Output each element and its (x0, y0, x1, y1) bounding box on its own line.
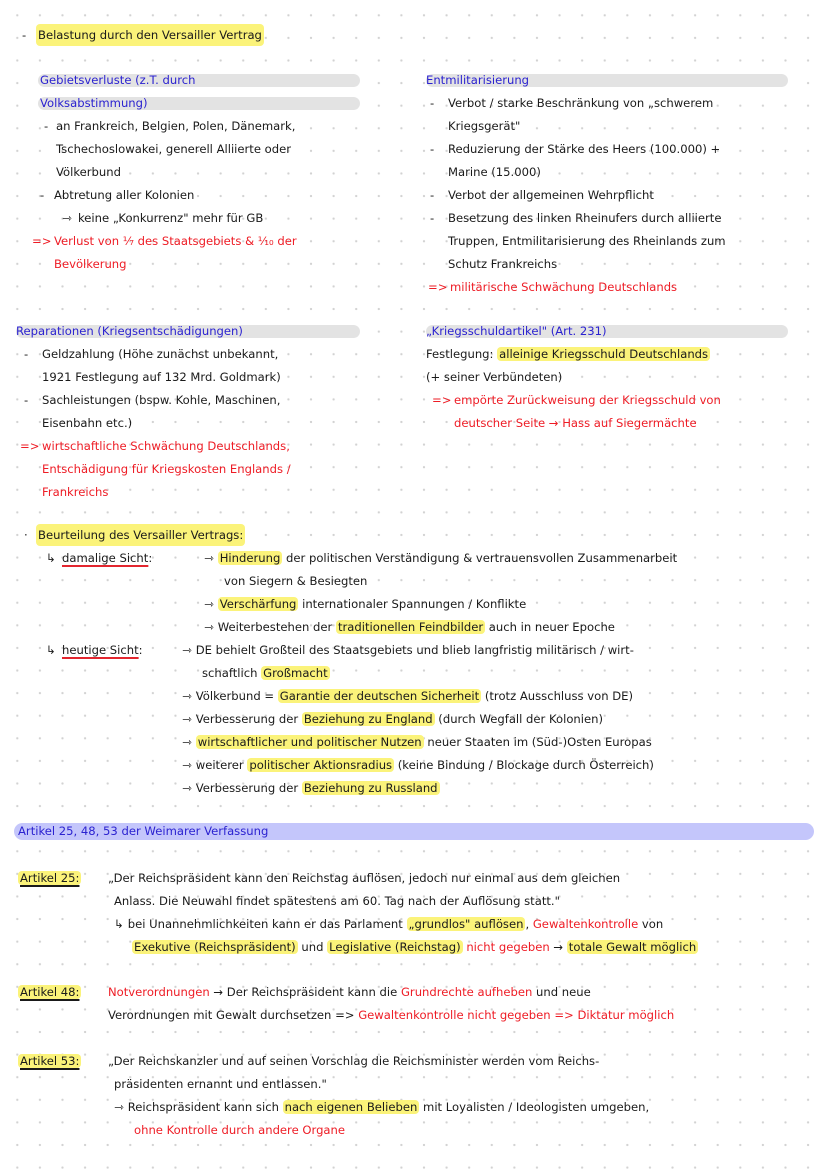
gebiet-conclusion-cont: Bevölkerung (54, 257, 127, 271)
heading-gebietsverluste-cont: Volksabstimmung) (40, 96, 148, 110)
note-text: und (297, 940, 328, 954)
double-arrow-icon: => (20, 439, 40, 453)
heutige-sicht-text: heutige Sicht (62, 643, 139, 657)
kriegsschuld-highlight: alleinige Kriegsschuld Deutschlands (499, 347, 709, 361)
bullet-dash: - (430, 211, 435, 225)
note-text: , (525, 917, 533, 931)
note-text: Reichspräsident kann sich (127, 1100, 283, 1114)
heutig-point (182, 708, 603, 730)
artikel-53-label (18, 1050, 81, 1072)
point-highlight: Garantie der deutschen Sicherheit (279, 689, 480, 703)
reparationen-item-line: Eisenbahn etc.) (42, 416, 133, 430)
entmil-item-line: Reduzierung der Stärke des Heers (100.000) + (448, 142, 721, 156)
point-highlight: Verschärfung (219, 597, 297, 611)
artikel-48-text-cont (108, 1004, 674, 1026)
kriegsschuld-conclusion: empörte Zurückweisung der Kriegsschuld von (454, 393, 721, 407)
kriegsschuld-label: Festlegung: (426, 347, 494, 361)
gebiet-item-line: Völkerbund (56, 165, 121, 179)
damalig-point (204, 593, 526, 615)
heutige-sicht-label: heutige Sicht: (62, 643, 143, 657)
note-red: Gewaltenkontrolle (532, 917, 639, 931)
arrow-icon: ⇾ (182, 781, 192, 795)
heutig-point (182, 639, 634, 661)
bullet-dash: - (430, 96, 435, 110)
double-arrow-icon: => (428, 280, 448, 294)
artikel-25-note-cont (132, 936, 698, 958)
bullet-dot: · (24, 528, 28, 542)
gebiet-item-line: an Frankreich, Belgien, Polen, Dänemark, (56, 119, 296, 133)
arrow-icon: ⇾ (182, 643, 192, 657)
note-highlight: „grundlos" auflösen (408, 917, 524, 931)
note-highlight: Legislative (Reichstag) (329, 940, 461, 954)
heutig-point (182, 777, 440, 799)
artikel-label: Artikel 53: (20, 1054, 80, 1068)
kriegsschuld-allies: (+ seiner Verbündeten) (426, 370, 563, 384)
arrow-icon: ⇾ (182, 758, 192, 772)
note-text: bei Unannehmlichkeiten kann er das Parlament (127, 917, 407, 931)
artikel-label: Artikel 48: (20, 985, 80, 999)
arrow-icon: ⇾ (114, 1100, 124, 1114)
reparationen-conclusion: Entschädigung für Kriegskosten Englands / (42, 462, 291, 476)
text: Verordnungen mit Gewalt durchsetzen => (108, 1008, 359, 1022)
artikel-53-quote: „Der Reichskanzler und auf seinen Vorschlag die Reichsminister werden vom Reichs- (108, 1054, 600, 1068)
artikel-48-text (108, 981, 591, 1003)
point-text: weiterer (195, 758, 248, 772)
heutig-point (182, 731, 652, 753)
heading-reparationen: Reparationen (Kriegsentschädigungen) (16, 324, 243, 338)
point-highlight: Großmacht (263, 666, 328, 680)
point-highlight: Hinderung (219, 551, 281, 565)
kriegsschuld-festlegung (426, 343, 710, 365)
arrow-icon: ⇾ (204, 551, 214, 565)
artikel-25-quote: „Der Reichspräsident kann den Reichstag auflösen, jedoch nur einmal aus dem gleichen (108, 871, 621, 885)
entmil-item-line: Kriegsgerät" (448, 119, 521, 133)
arrow-icon: ⇾ (182, 712, 192, 726)
bullet-dash: - (430, 142, 435, 156)
damalig-point (204, 616, 615, 638)
text: und neue (532, 985, 591, 999)
bullet-dash: - (24, 347, 29, 361)
entmil-item-line: Schutz Frankreichs (448, 257, 558, 271)
gebiet-sub-arrow-text: keine „Konkurrenz" mehr für GB (78, 211, 264, 225)
hook-arrow-icon: ↳ (46, 643, 56, 657)
red-text: Notverordnungen (108, 985, 210, 999)
reparationen-item-line: 1921 Festlegung auf 132 Mrd. Goldmark) (42, 370, 281, 384)
damalig-point-cont: von Siegern & Besiegten (224, 574, 368, 588)
kriegsschuld-conclusion-cont: deutscher Seite → Hass auf Siegermächte (454, 416, 697, 430)
bullet-dash: - (22, 28, 27, 42)
arrow-icon: ⇾ (62, 211, 72, 225)
entmil-item-line: Besetzung des linken Rheinufers durch alliierte (448, 211, 722, 225)
point-text: Verbesserung der (195, 781, 302, 795)
double-arrow-icon: => (32, 234, 52, 248)
artikel-53-note (114, 1096, 649, 1118)
entmil-item-line: Verbot / starke Beschränkung von „schwerem (448, 96, 714, 110)
bullet-dash: - (44, 119, 49, 133)
note-red: nicht gegeben (462, 940, 550, 954)
entmil-conclusion: militärische Schwächung Deutschlands (450, 280, 678, 294)
section-title-weimarer: Artikel 25, 48, 53 der Weimarer Verfassung (18, 824, 269, 838)
note-highlight: nach eigenen Belieben (284, 1100, 418, 1114)
red-text: Grundrechte aufheben (400, 985, 533, 999)
section-title-belastung: Belastung durch den Versailler Vertrag (36, 24, 264, 46)
note-highlight: totale Gewalt möglich (568, 940, 697, 954)
hook-arrow-icon: ↳ (114, 917, 124, 931)
reparationen-item-line: Sachleistungen (bspw. Kohle, Maschinen, (42, 393, 281, 407)
arrow-icon: ⇾ (204, 597, 214, 611)
note-text: von (638, 917, 664, 931)
point-text: internationaler Spannungen / Konflikte (298, 597, 527, 611)
reparationen-conclusion: wirtschaftliche Schwächung Deutschlands, (42, 439, 290, 453)
artikel-25-label (18, 867, 81, 889)
entmil-item-line: Truppen, Entmilitarisierung des Rheinlands zum (448, 234, 726, 248)
point-highlight: wirtschaftlicher und politischer Nutzen (197, 735, 422, 749)
gebiet-item-line: Abtretung aller Kolonien (54, 188, 195, 202)
note-highlight: Exekutive (Reichspräsident) (134, 940, 296, 954)
damalig-point (204, 547, 677, 569)
artikel-53-quote-cont: präsidenten ernannt und entlassen." (114, 1077, 327, 1091)
bullet-dash: - (40, 188, 45, 202)
entmil-item-line: Marine (15.000) (448, 165, 541, 179)
point-text: schaftlich (202, 666, 262, 680)
heutig-point (182, 754, 654, 776)
heading-gebietsverluste: Gebietsverluste (z.T. durch (40, 73, 196, 87)
entmil-item-line: Verbot der allgemeinen Wehrpflicht (448, 188, 654, 202)
damalige-sicht-label: damalige Sicht: (62, 551, 153, 565)
point-highlight: traditionellen Feindbilder (337, 620, 484, 634)
double-arrow-icon: => (432, 393, 452, 407)
heading-kriegsschuldartikel: „Kriegsschuldartikel" (Art. 231) (426, 324, 607, 338)
point-text: Verbesserung der (195, 712, 302, 726)
point-text: auch in neuer Epoche (485, 620, 615, 634)
arrow-icon: → (549, 940, 567, 954)
damalige-sicht-text: damalige Sicht (62, 551, 149, 565)
point-highlight: Beziehung zu Russland (303, 781, 438, 795)
text: → Der Reichspräsident kann die (209, 985, 401, 999)
point-highlight: Beziehung zu England (303, 712, 433, 726)
arrow-icon: ⇾ (204, 620, 214, 634)
point-text: der politischen Verständigung & vertrauensvollen Zusammenarbeit (282, 551, 678, 565)
artikel-25-quote-cont: Anlass. Die Neuwahl findet spätestens am 60. Tag nach der Auflösung statt." (114, 894, 560, 908)
bullet-dash: - (24, 393, 29, 407)
point-text: DE behielt Großteil des Staatsgebiets und blieb langfristig militärisch / wirt- (195, 643, 634, 657)
bullet-dash: - (430, 188, 435, 202)
point-text: (keine Bindung / Blockage durch Österreich) (394, 758, 654, 772)
point-highlight: politischer Aktionsradius (249, 758, 393, 772)
reparationen-conclusion: Frankreichs (42, 485, 109, 499)
point-text: (durch Wegfall der Kolonien) (434, 712, 603, 726)
arrow-icon: ⇾ (182, 735, 192, 749)
point-text: Völkerbund = (195, 689, 278, 703)
gebiet-conclusion: Verlust von ⅐ des Staatsgebiets & ⅒ der (54, 234, 297, 248)
arrow-icon: ⇾ (182, 689, 192, 703)
point-text: Weiterbestehen der (217, 620, 336, 634)
artikel-48-label (18, 981, 81, 1003)
red-text: Gewaltenkontrolle nicht gegeben => Diktatur möglich (358, 1008, 675, 1022)
section-title-beurteilung: Beurteilung des Versailler Vertrags: (36, 524, 245, 546)
artikel-label: Artikel 25: (20, 871, 80, 885)
note-text: mit Loyalisten / Ideologisten umgeben, (419, 1100, 650, 1114)
artikel-53-note-red: ohne Kontrolle durch andere Organe (134, 1123, 346, 1137)
point-text: (trotz Ausschluss von DE) (481, 689, 634, 703)
gebiet-item-line: Tschechoslowakei, generell Alliierte oder (56, 142, 292, 156)
artikel-25-note (114, 913, 663, 935)
point-text: neuer Staaten im (Süd-)Osten Europas (423, 735, 652, 749)
hook-arrow-icon: ↳ (46, 551, 56, 565)
heading-entmilitarisierung: Entmilitarisierung (426, 73, 530, 87)
heutig-point-cont (202, 662, 330, 684)
heutig-point (182, 685, 633, 707)
reparationen-item-line: Geldzahlung (Höhe zunächst unbekannt, (42, 347, 279, 361)
